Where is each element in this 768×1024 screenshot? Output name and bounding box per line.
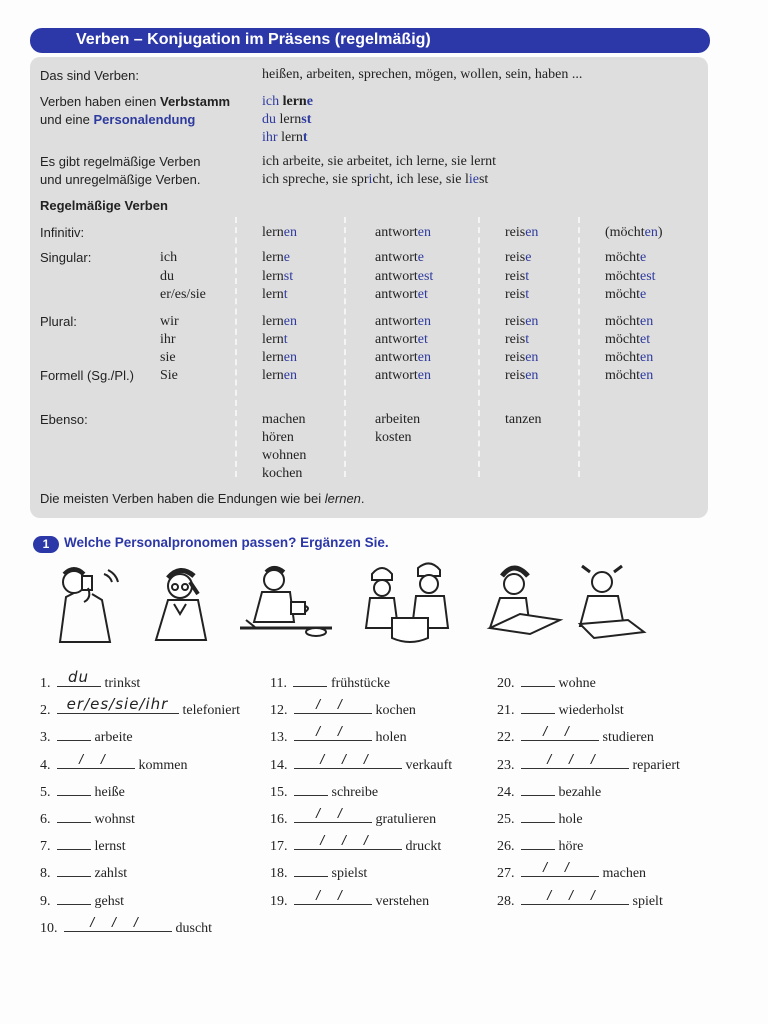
item-number: 21.: [497, 703, 515, 718]
form-cell: [262, 286, 288, 304]
verb: trinkst: [104, 676, 141, 691]
stem-line-2: [40, 111, 195, 129]
verb: machen: [602, 866, 647, 881]
regular-line-2: und unregelmäßige Verben.: [40, 172, 201, 187]
answer-blank[interactable]: [294, 887, 372, 905]
answer-blank[interactable]: [57, 836, 91, 850]
answer-blank[interactable]: [521, 836, 555, 850]
answer-blank[interactable]: [294, 832, 402, 850]
exercise-item: [270, 751, 453, 775]
answer-slashes: / /: [543, 859, 576, 875]
stem: antwort: [375, 314, 418, 329]
infinitive-cell: [262, 224, 297, 242]
exercise-item: [497, 673, 596, 693]
item-number: 1.: [40, 676, 51, 691]
column-divider: [578, 217, 580, 477]
stem: möcht: [605, 332, 640, 347]
ending: en: [640, 314, 654, 329]
form-cell: [505, 313, 538, 331]
table-heading: Regelmäßige Verben: [40, 198, 168, 213]
ending: et: [640, 332, 651, 347]
ending: t: [525, 287, 530, 302]
ebenso-word: kochen: [262, 466, 303, 481]
verb: wohne: [558, 676, 596, 691]
form-cell: [262, 367, 297, 385]
verb: schreibe: [331, 785, 379, 800]
item-number: 7.: [40, 839, 51, 854]
stem: möcht: [609, 225, 645, 240]
ending: en: [640, 368, 654, 383]
form-cell: [605, 286, 646, 304]
form-cell: [262, 331, 288, 349]
footer-text: .: [360, 491, 365, 506]
exercise-item: [40, 836, 126, 856]
exercise-item: [270, 832, 442, 856]
man-having-breakfast-illustration: [236, 562, 336, 647]
ending: t: [525, 332, 530, 347]
answer-blank[interactable]: [57, 695, 179, 714]
answer-slashes: / / /: [547, 751, 602, 767]
answer-blank[interactable]: [57, 668, 101, 687]
item-number: 25.: [497, 812, 515, 827]
verb: heiße: [94, 785, 125, 800]
exercise-item: [270, 723, 407, 747]
exercise-item: [40, 668, 141, 693]
ending: st: [283, 269, 294, 284]
ebenso-word: wohnen: [262, 448, 307, 463]
answer-blank[interactable]: [294, 782, 328, 796]
stem: lern: [262, 314, 284, 329]
column-divider: [478, 217, 480, 477]
stem: lern: [262, 287, 284, 302]
answer-blank[interactable]: [293, 673, 327, 687]
stem: möcht: [605, 269, 640, 284]
stem: lern: [262, 269, 284, 284]
form-cell: [262, 268, 293, 286]
form-cell: [505, 249, 531, 267]
exercise-item: [270, 805, 437, 829]
stem-line-1-text: Verben haben einen: [40, 94, 160, 109]
form-cell: [375, 249, 424, 267]
stem: lern: [282, 94, 307, 109]
stem: antwort: [375, 225, 418, 240]
exercise-instruction: Welche Personalpronomen passen? Ergänzen Sie.: [64, 535, 389, 550]
answer-slashes: / /: [79, 751, 112, 767]
pronoun: ihr: [262, 130, 278, 145]
answer-blank[interactable]: [294, 863, 328, 877]
footer-example: lernen: [324, 491, 361, 506]
man-drinking-illustration: [44, 562, 134, 647]
row-label-singular: Singular:: [40, 250, 92, 265]
ending: en: [525, 314, 539, 329]
vowel-change: i: [368, 172, 373, 187]
stem: lern: [262, 350, 284, 365]
pronoun-cell: ihr: [160, 332, 176, 347]
answer-slashes: / / /: [90, 914, 145, 930]
form-cell: [375, 268, 433, 286]
item-number: 18.: [270, 866, 288, 881]
answer-slashes: / /: [316, 696, 349, 712]
verb: holen: [375, 730, 407, 745]
stem-example-1: [262, 93, 313, 111]
answer-blank[interactable]: [521, 809, 555, 823]
verb: kommen: [138, 758, 188, 773]
verb: arbeite: [94, 730, 133, 745]
stem-term: Verbstamm: [160, 94, 231, 109]
ending: est: [640, 269, 656, 284]
regular-example-1: ich arbeite, sie arbeitet, ich lerne, sie lernt: [262, 154, 497, 169]
stem: möcht: [605, 287, 640, 302]
ending: t: [283, 332, 288, 347]
verb: hole: [558, 812, 583, 827]
item-number: 28.: [497, 894, 515, 909]
ending: en: [417, 314, 431, 329]
form-cell: [505, 331, 529, 349]
answer-blank[interactable]: [294, 696, 372, 714]
exercise-item: [497, 859, 647, 883]
item-number: 22.: [497, 730, 515, 745]
answer-blank[interactable]: [57, 809, 91, 823]
vowel-change: ie: [468, 172, 479, 187]
form-cell: [505, 349, 538, 367]
answer-slashes: / /: [316, 805, 349, 821]
answer-blank[interactable]: [294, 723, 372, 741]
stem: möcht: [605, 350, 640, 365]
answer-slashes: / / /: [320, 832, 375, 848]
verb: repariert: [632, 758, 680, 773]
verb: spielt: [632, 894, 663, 909]
answer-slashes: / /: [316, 887, 349, 903]
item-number: 15.: [270, 785, 288, 800]
ending: en: [644, 225, 658, 240]
item-number: 8.: [40, 866, 51, 881]
row-label-formell: Formell (Sg./Pl.): [40, 368, 134, 383]
answer-blank[interactable]: [294, 805, 372, 823]
stem: reis: [505, 314, 526, 329]
ending: t: [283, 287, 288, 302]
text: ich spreche, sie spr: [262, 172, 369, 187]
answer-blank[interactable]: [57, 727, 91, 741]
row-label-plural: Plural:: [40, 314, 77, 329]
stem: lern: [262, 332, 284, 347]
answer-slashes: / / /: [320, 751, 375, 767]
ending: e: [640, 287, 647, 302]
answer-blank[interactable]: [294, 751, 402, 769]
form-cell: [375, 313, 431, 331]
answer-blank[interactable]: [57, 782, 91, 796]
ebenso-word: arbeiten: [375, 412, 421, 427]
footer-text: Die meisten Verben haben die Endungen wie bei: [40, 491, 325, 506]
ending: est: [417, 269, 434, 284]
stem: lern: [279, 112, 302, 127]
regular-example-2: [262, 171, 488, 189]
ending: e: [306, 94, 313, 109]
exercise-item: [40, 809, 135, 829]
text: cht, ich lese, sie l: [372, 172, 469, 187]
ebenso-word: machen: [262, 412, 306, 427]
pronoun-cell: du: [160, 269, 174, 284]
stem: antwort: [375, 250, 418, 265]
ebenso-word: hören: [262, 430, 294, 445]
stem: reis: [505, 269, 526, 284]
stem: antwort: [375, 350, 418, 365]
ending: st: [301, 112, 312, 127]
stem: reis: [505, 368, 526, 383]
handwritten-answer: du: [67, 668, 90, 686]
verb: telefoniert: [182, 703, 241, 718]
verb: gehst: [94, 894, 125, 909]
exercise-item: [40, 782, 125, 802]
exercise-item: [270, 673, 390, 693]
verb: wiederholst: [558, 703, 624, 718]
stem: reis: [505, 350, 526, 365]
infinitive-cell: [505, 224, 538, 242]
infinitive-cell: [605, 224, 663, 242]
form-cell: [375, 367, 431, 385]
item-number: 9.: [40, 894, 51, 909]
exercise-item: [497, 700, 624, 720]
item-number: 16.: [270, 812, 288, 827]
exercise-item: [40, 863, 127, 883]
ending: et: [417, 332, 428, 347]
stem: lern: [281, 130, 303, 145]
item-number: 10.: [40, 921, 58, 936]
column-divider: [344, 217, 346, 477]
verb: druckt: [405, 839, 442, 854]
item-number: 23.: [497, 758, 515, 773]
stem: antwort: [375, 332, 418, 347]
ebenso-word: tanzen: [505, 412, 542, 427]
exercise-number: 1: [33, 536, 59, 553]
text: st: [478, 172, 489, 187]
exercise-item: [270, 696, 416, 720]
verb: höre: [558, 839, 584, 854]
verb: bezahle: [558, 785, 602, 800]
stem: lern: [262, 250, 284, 265]
exercise-item: [40, 751, 188, 775]
stem-example-3: [262, 129, 308, 147]
bracket: ): [657, 225, 663, 240]
form-cell: [505, 367, 538, 385]
infinitive-cell: [375, 224, 431, 242]
item-number: 17.: [270, 839, 288, 854]
stem: möcht: [605, 250, 640, 265]
item-number: 13.: [270, 730, 288, 745]
answer-blank[interactable]: [521, 700, 555, 714]
answer-blank[interactable]: [521, 673, 555, 687]
bracket: (: [605, 225, 610, 240]
grammar-box: [30, 57, 708, 518]
verb: gratulieren: [375, 812, 437, 827]
item-number: 14.: [270, 758, 288, 773]
ending: en: [283, 368, 297, 383]
pronoun-cell: Sie: [160, 368, 178, 383]
item-number: 12.: [270, 703, 288, 718]
exercise-item: [497, 836, 583, 856]
ending: en: [283, 314, 297, 329]
stem: möcht: [605, 314, 640, 329]
answer-blank[interactable]: [521, 859, 599, 877]
form-cell: [605, 268, 656, 286]
column-divider: [235, 217, 237, 477]
form-cell: [605, 331, 650, 349]
verb: wohnst: [94, 812, 135, 827]
page-title: Verben – Konjugation im Präsens (regelmäßig): [76, 31, 431, 48]
pronoun-cell: ich: [160, 250, 178, 265]
ending: e: [417, 250, 424, 265]
ebenso-word: kosten: [375, 430, 412, 445]
pronoun-cell: wir: [160, 314, 179, 329]
form-cell: [375, 349, 431, 367]
answer-blank[interactable]: [57, 863, 91, 877]
pronoun-cell: er/es/sie: [160, 287, 206, 302]
form-cell: [605, 367, 653, 385]
exercise-item: [497, 782, 601, 802]
form-cell: [262, 249, 290, 267]
form-cell: [262, 349, 297, 367]
item-number: 19.: [270, 894, 288, 909]
ending: t: [525, 269, 530, 284]
form-cell: [375, 331, 428, 349]
exercise-item: [40, 914, 213, 938]
exercise-item: [270, 782, 378, 802]
exercise-item: [270, 863, 367, 883]
ending: en: [283, 350, 297, 365]
verb: verkauft: [405, 758, 453, 773]
exercise-item: [497, 751, 680, 775]
item-number: 3.: [40, 730, 51, 745]
stem-line-2-text: und eine: [40, 112, 94, 127]
stem: antwort: [375, 269, 418, 284]
exercise-item: [497, 723, 654, 747]
ending-term: Personalendung: [93, 112, 196, 127]
answer-blank[interactable]: [521, 723, 599, 741]
ending: en: [417, 368, 431, 383]
ending: e: [525, 250, 532, 265]
exercise-item: [40, 727, 133, 747]
form-cell: [505, 268, 529, 286]
item-number: 5.: [40, 785, 51, 800]
answer-blank[interactable]: [64, 914, 172, 932]
verbs-label: Das sind Verben:: [40, 68, 140, 83]
exercise-item: [497, 887, 663, 911]
stem: lern: [262, 225, 284, 240]
verb: frühstücke: [330, 676, 391, 691]
exercise-item: [497, 809, 583, 829]
answer-blank[interactable]: [57, 751, 135, 769]
verb: zahlst: [94, 866, 128, 881]
ending: en: [417, 350, 431, 365]
ending: en: [525, 368, 539, 383]
ending: e: [640, 250, 647, 265]
stem: reis: [505, 250, 526, 265]
regular-line-1: Es gibt regelmäßige Verben: [40, 154, 201, 169]
item-number: 20.: [497, 676, 515, 691]
ending: t: [302, 130, 308, 145]
form-cell: [605, 349, 653, 367]
ending: et: [417, 287, 428, 302]
verb: spielst: [331, 866, 368, 881]
answer-slashes: / /: [316, 723, 349, 739]
ending: en: [525, 350, 539, 365]
stem: lern: [262, 368, 284, 383]
stem: reis: [505, 287, 526, 302]
stem: reis: [505, 225, 526, 240]
exercise-item: [270, 887, 430, 911]
pronoun: ich: [262, 94, 280, 109]
row-label-infinitiv: Infinitiv:: [40, 225, 85, 240]
ending: e: [283, 250, 290, 265]
form-cell: [605, 313, 653, 331]
stem: reis: [505, 332, 526, 347]
pronoun: du: [262, 112, 276, 127]
man-on-phone-illustration: [148, 562, 218, 647]
stem: antwort: [375, 368, 418, 383]
stem-example-2: [262, 111, 311, 129]
verb: lernst: [94, 839, 126, 854]
answer-blank[interactable]: [57, 891, 91, 905]
title-bar: [30, 28, 710, 53]
verbs-list: heißen, arbeiten, sprechen, mögen, wollen, sein, haben ...: [262, 67, 583, 82]
form-cell: [505, 286, 529, 304]
exercise-item: [40, 695, 241, 720]
answer-blank[interactable]: [521, 751, 629, 769]
item-number: 27.: [497, 866, 515, 881]
table-footer: [40, 490, 365, 508]
answer-blank[interactable]: [521, 887, 629, 905]
verb: verstehen: [375, 894, 430, 909]
verb: duscht: [175, 921, 213, 936]
verb: kochen: [375, 703, 416, 718]
handwritten-answer: er/es/sie/ihr: [66, 695, 169, 713]
two-people-studying-illustration: [480, 562, 650, 647]
stem: antwort: [375, 287, 418, 302]
form-cell: [262, 313, 297, 331]
ending: en: [640, 350, 654, 365]
answer-slashes: / / /: [547, 887, 602, 903]
stem: möcht: [605, 368, 640, 383]
item-number: 4.: [40, 758, 51, 773]
form-cell: [375, 286, 428, 304]
two-cooks-illustration: [362, 562, 462, 647]
exercise-item: [40, 891, 124, 911]
ebenso-label: Ebenso:: [40, 412, 88, 427]
form-cell: [605, 249, 646, 267]
stem-line-1: [40, 93, 230, 111]
ending: en: [417, 225, 431, 240]
item-number: 24.: [497, 785, 515, 800]
answer-slashes: / /: [543, 723, 576, 739]
item-number: 11.: [270, 676, 287, 691]
ending: en: [525, 225, 539, 240]
item-number: 6.: [40, 812, 51, 827]
answer-blank[interactable]: [521, 782, 555, 796]
item-number: 26.: [497, 839, 515, 854]
verb: studieren: [602, 730, 654, 745]
item-number: 2.: [40, 703, 51, 718]
ending: en: [283, 225, 297, 240]
pronoun-cell: sie: [160, 350, 176, 365]
